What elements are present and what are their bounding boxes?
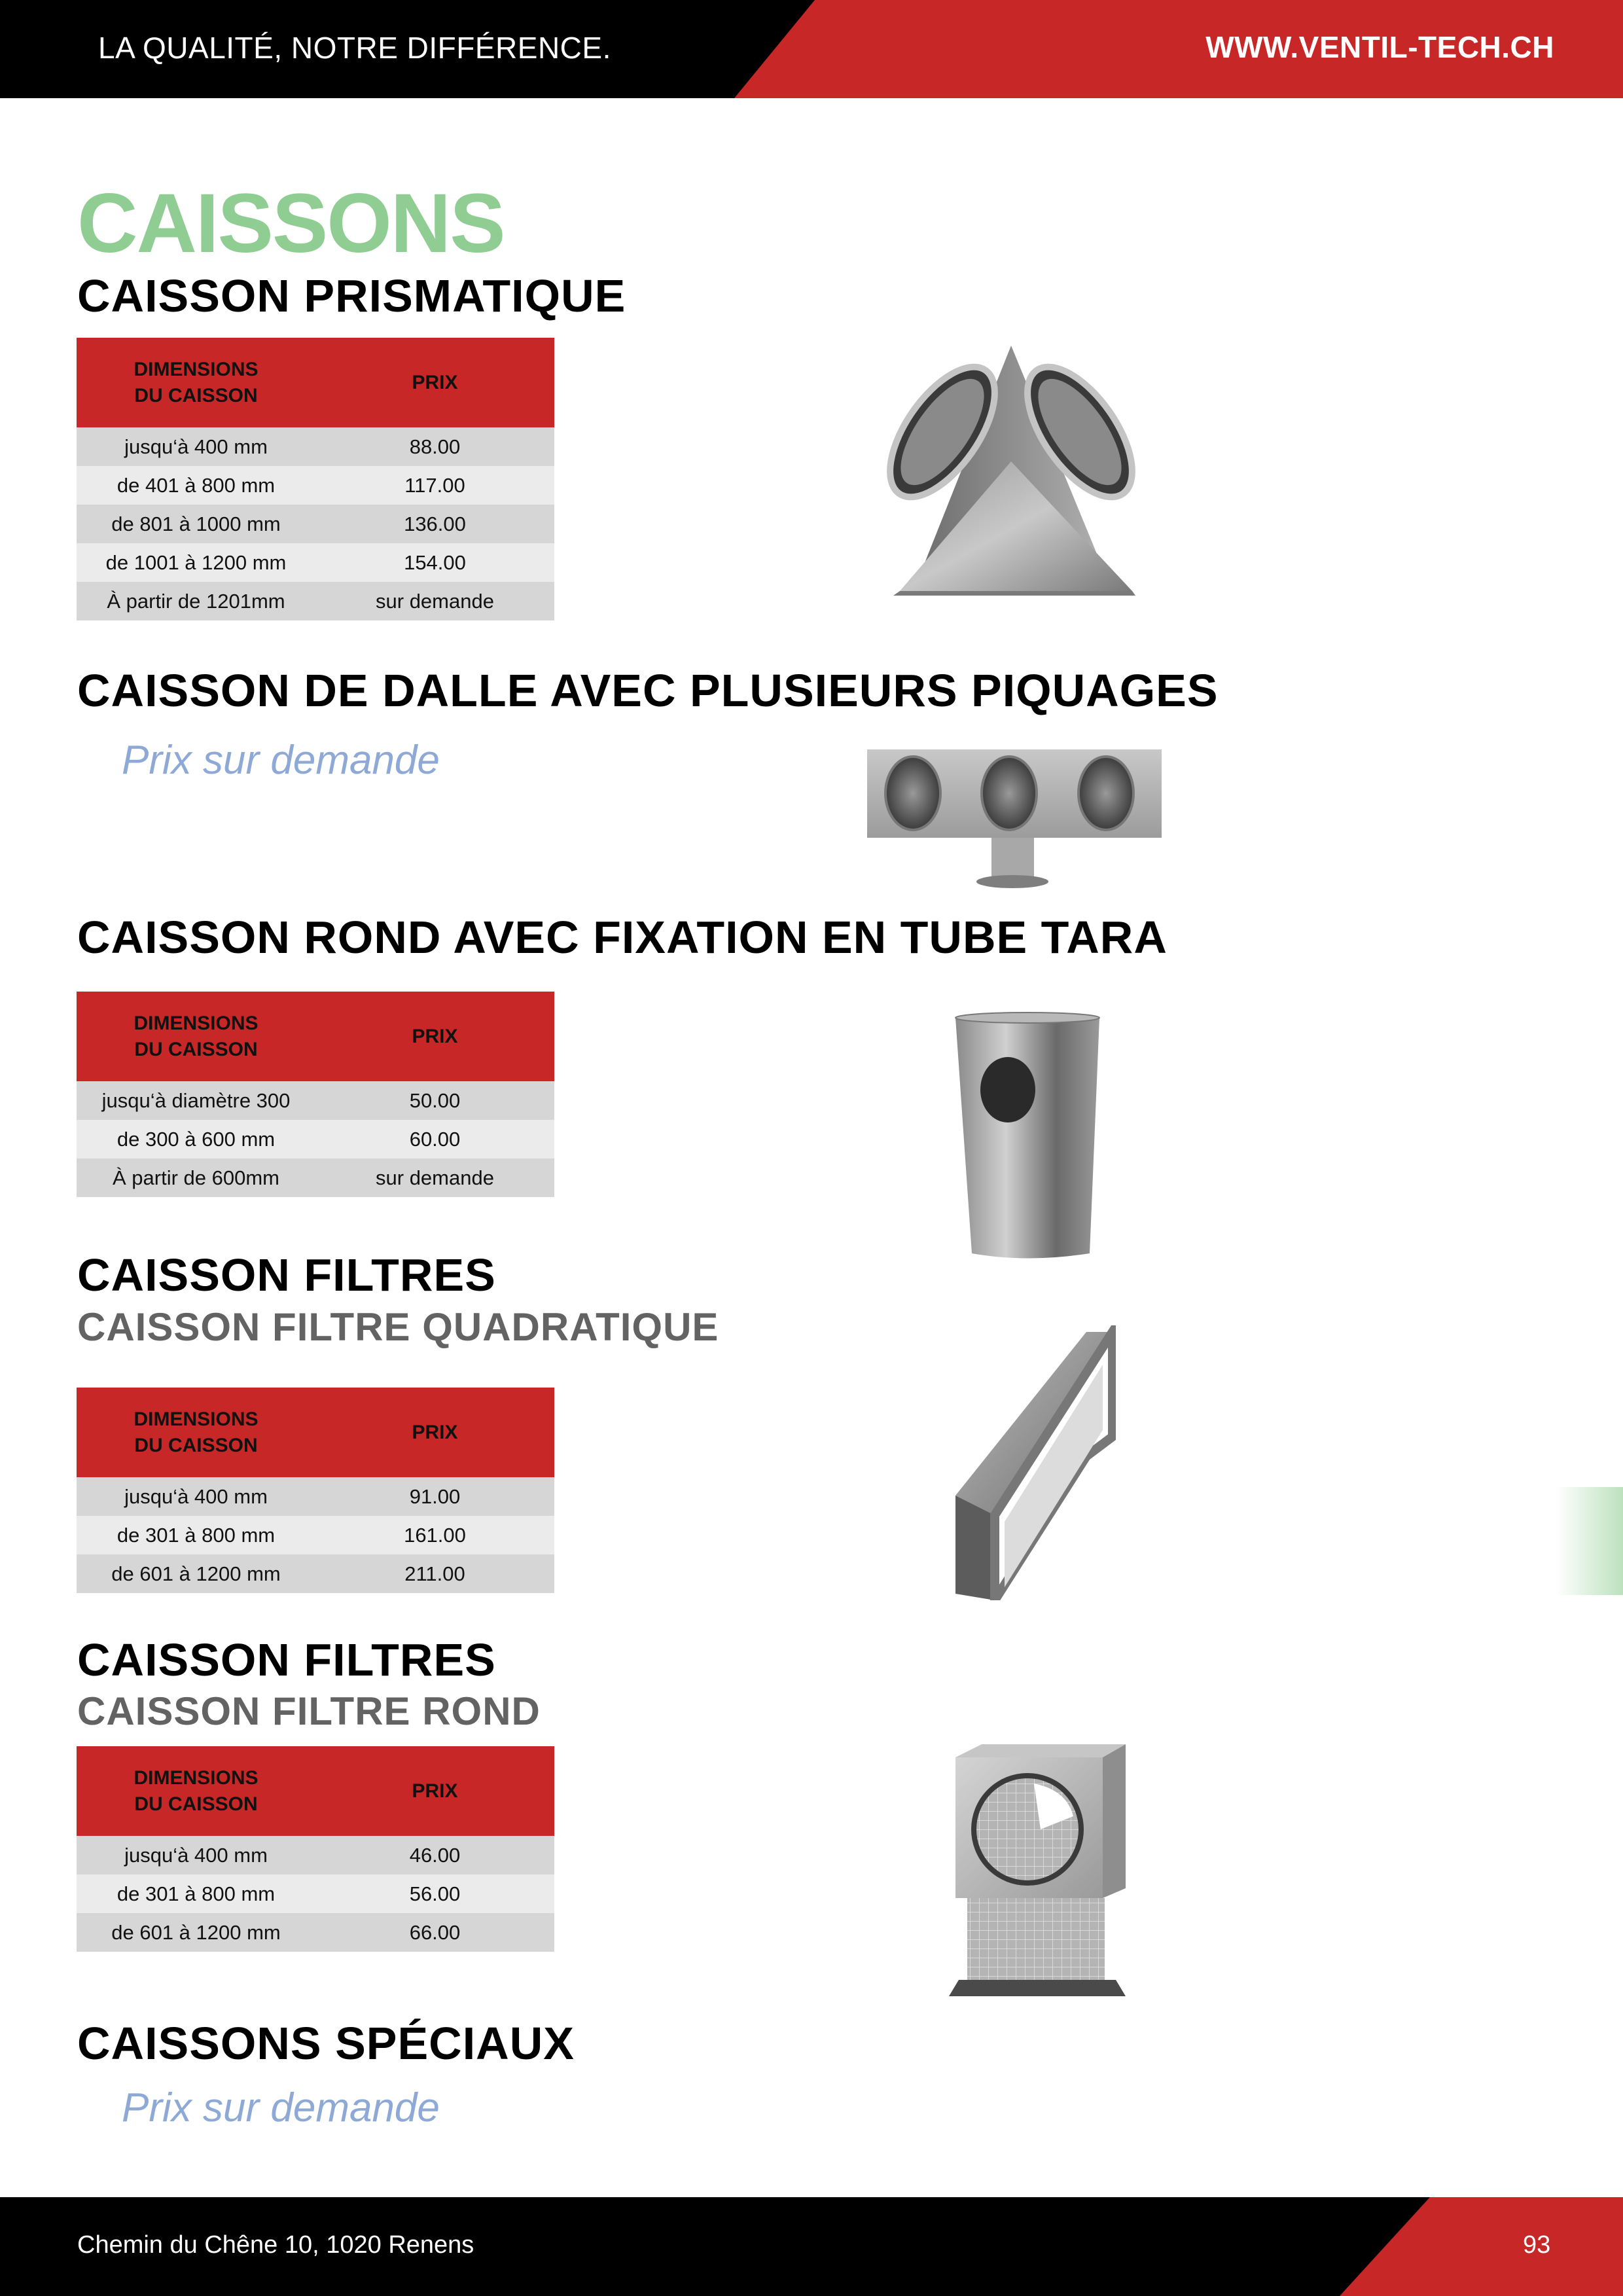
table-row: de 301 à 800 mm 56.00 — [77, 1874, 554, 1913]
round-filter-box-image — [942, 1738, 1132, 2006]
page-header — [0, 0, 1623, 98]
round-box-image — [952, 1011, 1106, 1263]
header-price: PRIX — [315, 1746, 554, 1836]
section-title-filtres-quadratique: CAISSON FILTRES — [77, 1249, 496, 1300]
prismatic-box-image — [880, 340, 1142, 602]
header-dimensions: DIMENSIONS DU CAISSON — [77, 1746, 315, 1836]
table-row: jusqu‘à diamètre 300 50.00 — [77, 1081, 554, 1120]
section-title-filtres-rond: CAISSON FILTRES — [77, 1634, 496, 1685]
section-subtitle-filtre-quadratique: CAISSON FILTRE QUADRATIQUE — [77, 1305, 719, 1349]
price-table-filtre-quadratique — [77, 1388, 554, 1593]
header-website-link[interactable]: WWW.VENTIL-TECH.CH — [1205, 30, 1554, 64]
header-price: PRIX — [315, 1388, 554, 1477]
table-row: jusqu‘à 400 mm 88.00 — [77, 427, 554, 466]
header-dimensions: DIMENSIONS DU CAISSON — [77, 338, 315, 427]
section-title-dalle: CAISSON DE DALLE AVEC PLUSIEURS PIQUAGES — [77, 665, 1219, 716]
chapter-side-tab — [1556, 1487, 1623, 1595]
section-title-speciaux: CAISSONS SPÉCIAUX — [77, 2018, 575, 2069]
footer-address: Chemin du Chêne 10, 1020 Renens — [77, 2231, 474, 2259]
table-row: de 801 à 1000 mm 136.00 — [77, 505, 554, 543]
price-on-request: Prix sur demande — [122, 738, 440, 783]
table-row: jusqu‘à 400 mm 46.00 — [77, 1836, 554, 1874]
price-table-rond-tara — [77, 992, 554, 1197]
slab-box-image — [864, 746, 1165, 890]
page-number: 93 — [1523, 2231, 1551, 2259]
table-row: À partir de 1201mm sur demande — [77, 582, 554, 620]
header-dimensions: DIMENSIONS DU CAISSON — [77, 1388, 315, 1477]
table-row: de 301 à 800 mm 161.00 — [77, 1516, 554, 1554]
table-row: de 401 à 800 mm 117.00 — [77, 466, 554, 505]
square-filter-box-image — [955, 1325, 1116, 1600]
section-title-prismatique: CAISSON PRISMATIQUE — [77, 270, 626, 321]
page-footer — [0, 2197, 1623, 2296]
page-title: CAISSONS — [77, 177, 505, 270]
table-row: de 601 à 1200 mm 211.00 — [77, 1554, 554, 1593]
header-tagline: LA QUALITÉ, NOTRE DIFFÉRENCE. — [98, 31, 611, 65]
table-row: de 601 à 1200 mm 66.00 — [77, 1913, 554, 1952]
header-price: PRIX — [315, 338, 554, 427]
section-subtitle-filtre-rond: CAISSON FILTRE ROND — [77, 1689, 541, 1733]
table-row: jusqu‘à 400 mm 91.00 — [77, 1477, 554, 1516]
header-dimensions: DIMENSIONS DU CAISSON — [77, 992, 315, 1081]
table-row: À partir de 600mm sur demande — [77, 1158, 554, 1197]
section-title-rond-tara: CAISSON ROND AVEC FIXATION EN TUBE TARA — [77, 912, 1168, 963]
price-table-filtre-rond — [77, 1746, 554, 1952]
price-on-request: Prix sur demande — [122, 2085, 440, 2130]
table-row: de 300 à 600 mm 60.00 — [77, 1120, 554, 1158]
table-row: de 1001 à 1200 mm 154.00 — [77, 543, 554, 582]
header-price: PRIX — [315, 992, 554, 1081]
price-table-prismatique — [77, 338, 554, 620]
